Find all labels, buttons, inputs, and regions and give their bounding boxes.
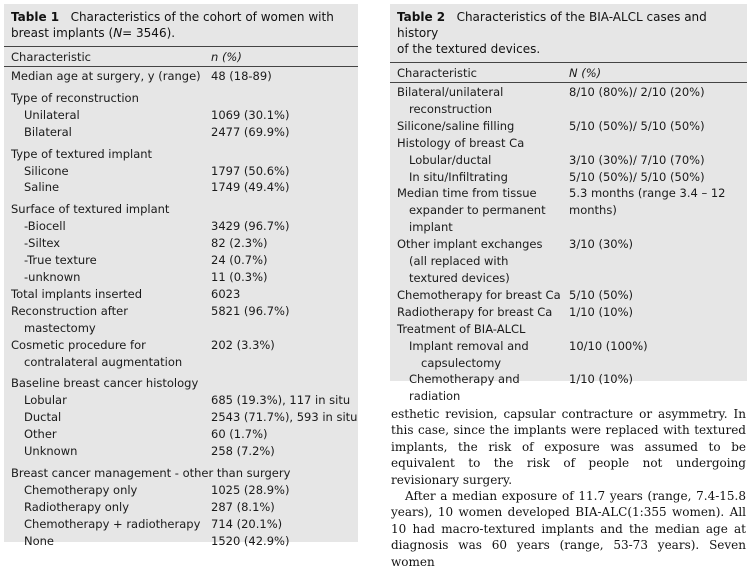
table-2-cell-characteristic-text: (all replaced with: [409, 254, 509, 269]
table-1-cell-characteristic: [4, 499, 211, 516]
table-1-row: [4, 465, 358, 482]
table-2-row: [390, 287, 747, 304]
table-1-row: [4, 303, 358, 337]
table-2-label: Table 2: [397, 10, 446, 24]
table-1-row: [4, 179, 358, 196]
table-2-cell-characteristic: [390, 169, 569, 186]
table-1-cell-value: [211, 90, 358, 107]
table-1-cell-value-text: 11 (0.3%): [211, 269, 268, 284]
table-2-row: [390, 304, 747, 321]
table-1-cell-value-text: 2477 (69.9%): [211, 124, 290, 139]
table-1-cell-characteristic-text: Reconstruction after: [11, 303, 128, 318]
table-1-cell-characteristic: [4, 303, 211, 337]
table-2-cell-value-text: 5/10 (50%)/ 5/10 (50%): [569, 118, 705, 133]
table-2-header-characteristic: Characteristic: [397, 65, 477, 80]
table-2-header-n-label: N (%): [569, 65, 602, 80]
table-1-cell-characteristic: [4, 235, 211, 252]
table-1-cell-characteristic-text: -Siltex: [24, 236, 61, 251]
table-2-cell-value: [569, 84, 747, 118]
table-1-cell-characteristic-cont: mastectomy: [24, 320, 96, 335]
table-2-cell-value-text: 5/10 (50%)/ 5/10 (50%): [569, 169, 705, 184]
table-2-cell-characteristic-text: Other implant exchanges: [397, 237, 543, 252]
table-2-cell-characteristic: [390, 185, 569, 236]
table-2-cell-value: [569, 371, 747, 405]
table-1-cell-characteristic: [4, 533, 211, 550]
table-1-cell-value-text: 685 (19.3%), 117 in situ: [211, 393, 351, 408]
table-1-cell-value: [211, 303, 358, 337]
table-1-row: [4, 337, 358, 371]
table-2-cell-characteristic: [390, 118, 569, 135]
table-1-caption-end: = 3546).: [122, 26, 176, 40]
table-2-header-n: [569, 66, 747, 80]
table-1-cell-value: [211, 392, 358, 409]
table-1-cell-characteristic: [4, 482, 211, 499]
table-1-cell-value: [211, 107, 358, 124]
table-1-cell-characteristic-text: Chemotherapy only: [24, 482, 138, 497]
table-1-cell-value-text: 1025 (28.9%): [211, 482, 290, 497]
body-paragraph-1: esthetic revision, capsular contracture or asymmetry. In this case, since the implants were replaced with textured implants, the risk of exposure was assumed to be equivalent to the risk of people not undergoing revisionary surgery.: [391, 407, 746, 487]
table-1-body: [4, 68, 358, 549]
table-1-row: [4, 286, 358, 303]
table-1-cell-value-text: 287 (8.1%): [211, 499, 275, 514]
table-2: [390, 4, 747, 404]
table-1-cell-characteristic: [4, 375, 211, 392]
table-2-cell-value-text: 1/10 (10%): [569, 372, 634, 387]
table-1-cell-characteristic-text: Other: [24, 427, 57, 442]
table-1-cell-characteristic-text: Breast cancer management - other than surgery: [11, 465, 291, 480]
table-1-cell-characteristic: [4, 163, 211, 180]
table-1-cell-value: [211, 163, 358, 180]
table-1-cell-characteristic-text: -Biocell: [24, 219, 66, 234]
table-2-row: [390, 236, 747, 287]
table-2-cell-characteristic-text: Bilateral/unilateral: [397, 85, 504, 99]
table-1-cell-characteristic-cont: contralateral augmentation: [24, 354, 183, 369]
table-1-cell-characteristic-text: Type of textured implant: [11, 146, 153, 161]
table-2-cell-value-text: 1/10 (10%): [569, 304, 634, 319]
table-1-row: [4, 426, 358, 443]
table-1-header-n-label: n (%): [211, 49, 242, 64]
table-1-cell-characteristic-text: Median age at surgery, y (range): [11, 69, 201, 83]
table-2-cell-characteristic-text: Lobular/ductal: [409, 152, 492, 167]
table-2-cell-characteristic-text: Treatment of BIA-ALCL: [397, 321, 526, 336]
table-1-cell-characteristic: [4, 392, 211, 409]
table-1-cell-value-text: 1797 (50.6%): [211, 163, 290, 178]
table-1-cell-characteristic: [4, 443, 211, 460]
table-2-cell-characteristic-text: Implant removal and: [409, 338, 529, 353]
table-1-row: [4, 218, 358, 235]
table-2-cell-value-text: 3/10 (30%): [569, 237, 634, 252]
table-1-cell-value: [211, 516, 358, 533]
table-1-cell-value-text: 1520 (42.9%): [211, 533, 290, 548]
table-1-row: [4, 163, 358, 180]
table-2-cell-characteristic-text: textured devices): [409, 270, 510, 285]
table-1-cell-value: [211, 179, 358, 196]
table-1-cell-characteristic: [4, 218, 211, 235]
table-1-cell-characteristic-text: None: [24, 533, 55, 548]
table-1-row: [4, 235, 358, 252]
table-1-row: [4, 124, 358, 141]
table-2-row: [390, 169, 747, 186]
table-1-cell-value-text: 5821 (96.7%): [211, 303, 290, 318]
table-1-cell-value: [211, 337, 358, 371]
table-2-cell-value-text: 10/10 (100%): [569, 338, 648, 353]
table-1-row: [4, 107, 358, 124]
table-1-row: [4, 269, 358, 286]
table-1-header-n: [211, 50, 358, 64]
table-1-cell-characteristic-text: -True texture: [24, 253, 97, 268]
table-1-cell-characteristic-text: Bilateral: [24, 124, 72, 139]
table-1-caption-line2: breast implants (: [11, 26, 114, 40]
table-2-cell-characteristic-text: implant: [409, 220, 453, 235]
table-1-row: [4, 252, 358, 269]
table-1-cell-characteristic-text: Chemotherapy + radiotherapy: [24, 516, 201, 531]
table-1-label: Table 1: [11, 10, 60, 24]
table-1-row: [4, 533, 358, 550]
table-1-cell-value-text: 1069 (30.1%): [211, 107, 290, 122]
table-1-cell-value: [211, 252, 358, 269]
table-1-cell-characteristic: [4, 426, 211, 443]
table-1-cell-value-text: 48 (18-89): [211, 69, 272, 83]
table-1-cell-characteristic-text: Cosmetic procedure for: [11, 337, 146, 352]
table-2-cell-value-text: 5/10 (50%): [569, 287, 634, 302]
body-paragraph-2: After a median exposure of 11.7 years (range, 7.4-15.8 years), 10 women developed BIA-ALC(1:355 women). All 10 had macro-textured implants and the median age at diagnosis was 60 years (range, 53-73 years). Seven women: [391, 489, 746, 569]
table-1-cell-value-text: 202 (3.3%): [211, 337, 275, 352]
table-1-cell-value: [211, 443, 358, 460]
table-1-cell-characteristic: [4, 146, 211, 163]
table-1-header: [4, 46, 358, 67]
table-1-cell-characteristic: [4, 179, 211, 196]
table-2-caption: [390, 4, 747, 57]
table-2-row: [390, 152, 747, 169]
table-2-cell-value: [569, 236, 747, 287]
table-1-cell-value: [211, 218, 358, 235]
table-2-row: [390, 371, 747, 405]
table-1-cell-value: [211, 409, 358, 426]
table-1-cell-value-text: 258 (7.2%): [211, 444, 275, 459]
table-2-cell-value: [569, 287, 747, 304]
table-2-row: [390, 135, 747, 152]
table-1-cell-characteristic: [4, 68, 211, 85]
table-1-cell-characteristic-text: Unknown: [24, 444, 78, 459]
table-2-cell-value: [569, 118, 747, 135]
table-1-caption-line1: Characteristics of the cohort of women with: [70, 10, 334, 24]
table-2-cell-value: [569, 169, 747, 186]
table-1-cell-value: [211, 533, 358, 550]
table-2-cell-characteristic: [390, 135, 569, 152]
table-1-cell-characteristic-text: Type of reconstruction: [11, 90, 139, 105]
table-1-row: [4, 146, 358, 163]
table-1-cell-characteristic-text: Saline: [24, 180, 60, 195]
table-2-cell-characteristic-text: Radiotherapy for breast Ca: [397, 304, 553, 319]
table-1-row: [4, 482, 358, 499]
table-2-cell-characteristic-text: Histology of breast Ca: [397, 135, 525, 150]
table-1-cell-characteristic-text: Total implants inserted: [11, 286, 143, 301]
table-1-row: [4, 409, 358, 426]
table-2-cell-characteristic-text: expander to permanent: [409, 203, 546, 218]
table-1-cell-characteristic-text: Unilateral: [24, 107, 80, 122]
table-1-cell-value: [211, 375, 358, 392]
table-1-cell-value: [211, 482, 358, 499]
table-2-cell-value: [569, 321, 747, 338]
table-1-cell-value: [211, 146, 358, 163]
table-1-row: [4, 68, 358, 85]
table-1-cell-characteristic: [4, 516, 211, 533]
table-1-row: [4, 201, 358, 218]
table-2-cell-characteristic-text: reconstruction: [409, 101, 493, 116]
table-2-row: [390, 118, 747, 135]
table-2-cell-value-text: months): [569, 203, 617, 218]
table-2-row: [390, 321, 747, 338]
table-1-cell-characteristic: [4, 201, 211, 218]
table-1-cell-value-text: 6023: [211, 286, 241, 301]
table-1-cell-characteristic: [4, 286, 211, 303]
table-1-cell-characteristic-text: Radiotherapy only: [24, 499, 130, 514]
body-text: [391, 406, 746, 570]
table-2-cell-value: [569, 304, 747, 321]
table-1-cell-value: [211, 124, 358, 141]
table-2-cell-characteristic-text: capsulectomy: [421, 355, 502, 370]
table-2-cell-characteristic: [390, 84, 569, 118]
table-1-cell-value-text: 60 (1.7%): [211, 427, 268, 442]
table-2-cell-characteristic: [390, 152, 569, 169]
table-1-cell-characteristic-text: Lobular: [24, 393, 67, 408]
table-1-row: [4, 499, 358, 516]
table-1-cell-characteristic: [4, 90, 211, 107]
table-1-cell-characteristic-text: Baseline breast cancer histology: [11, 376, 199, 391]
table-1-caption-var: N: [113, 26, 123, 40]
table-2-body: [390, 84, 747, 405]
table-2-cell-characteristic: [390, 236, 569, 287]
table-1-cell-value-text: 82 (2.3%): [211, 236, 268, 251]
table-2-caption-line2: of the textured devices.: [397, 42, 541, 56]
table-1-cell-value: [211, 68, 358, 85]
table-2-cell-characteristic-text: In situ/Infiltrating: [409, 169, 508, 184]
table-1-row: [4, 392, 358, 409]
table-1-cell-value: [211, 201, 358, 218]
table-2-row: [390, 338, 747, 372]
table-1-cell-characteristic-text: -unknown: [24, 269, 81, 284]
table-1-cell-value: [211, 426, 358, 443]
table-2-caption-line1: Characteristics of the BIA-ALCL cases and history: [397, 10, 707, 40]
table-1-cell-characteristic: [4, 269, 211, 286]
table-2-cell-characteristic: [390, 304, 569, 321]
table-2-row: [390, 84, 747, 118]
table-1-row: [4, 375, 358, 392]
table-1-cell-value: [211, 286, 358, 303]
table-2-cell-characteristic: [390, 321, 569, 338]
table-2-cell-value: [569, 338, 747, 372]
table-2-cell-characteristic: [390, 371, 569, 405]
table-2-cell-characteristic-text: Chemotherapy and radiation: [409, 372, 520, 404]
table-1-cell-characteristic: [4, 337, 211, 371]
table-1-cell-characteristic: [4, 124, 211, 141]
table-1-cell-value-text: 24 (0.7%): [211, 253, 268, 268]
table-2-header: [390, 62, 747, 83]
table-2-cell-characteristic: [390, 338, 569, 372]
table-2-cell-characteristic: [390, 287, 569, 304]
table-1-cell-value-text: 2543 (71.7%), 593 in situ: [211, 410, 358, 425]
table-1-cell-value: [211, 235, 358, 252]
table-1-cell-value: [211, 499, 358, 516]
table-1-row: [4, 90, 358, 107]
table-1-cell-characteristic: [4, 107, 211, 124]
table-2-cell-value-text: 8/10 (80%)/ 2/10 (20%): [569, 85, 705, 99]
table-1-cell-value-text: 1749 (49.4%): [211, 180, 290, 195]
table-1-cell-characteristic: [4, 252, 211, 269]
table-1-header-characteristic: Characteristic: [11, 49, 91, 64]
table-1-cell-characteristic-text: Silicone: [24, 163, 69, 178]
table-1-cell-characteristic-text: Surface of textured implant: [11, 202, 170, 217]
table-1-cell-characteristic: [4, 465, 358, 482]
table-1-row: [4, 516, 358, 533]
table-2-cell-value-text: 5.3 months (range 3.4 – 12: [569, 186, 726, 201]
table-1-cell-value-text: 714 (20.1%): [211, 516, 283, 531]
table-2-cell-characteristic-text: Chemotherapy for breast Ca: [397, 287, 561, 302]
table-2-cell-value: [569, 185, 747, 236]
table-1-cell-value-text: 3429 (96.7%): [211, 219, 290, 234]
table-1-cell-characteristic-text: Ductal: [24, 410, 62, 425]
table-1-cell-value: [211, 269, 358, 286]
table-2-cell-characteristic-text: Median time from tissue: [397, 186, 537, 201]
table-2-cell-value: [569, 152, 747, 169]
table-2-row: [390, 185, 747, 236]
table-2-cell-value: [569, 135, 747, 152]
table-2-cell-value-text: 3/10 (30%)/ 7/10 (70%): [569, 152, 705, 167]
table-1-row: [4, 443, 358, 460]
table-2-cell-characteristic-text: Silicone/saline filling: [397, 118, 515, 133]
table-1-caption: [4, 4, 358, 41]
table-1: [4, 4, 358, 548]
table-1-cell-characteristic: [4, 409, 211, 426]
